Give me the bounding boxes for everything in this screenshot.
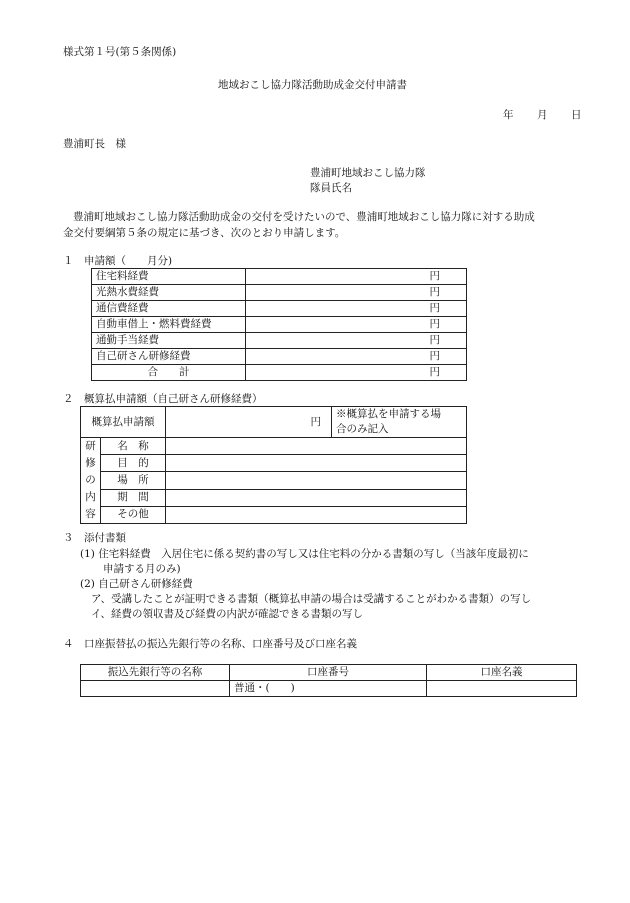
amount-cell[interactable]: 円: [246, 349, 467, 365]
advance-note-line2: 合のみ記入: [336, 423, 389, 435]
row-label: 光熱水費経費: [92, 285, 246, 301]
side-char: 容: [85, 508, 96, 520]
amount-cell[interactable]: 円: [246, 301, 467, 317]
col-account-holder: 口座名義: [427, 665, 577, 681]
table-row: [92, 317, 467, 333]
detail-label-purpose: 目 的: [101, 455, 166, 472]
side-char: 修: [85, 457, 96, 469]
intro-text-line1: 豊浦町地域おこし協力隊活動助成金の交付を受けたいので、豊浦町地域おこし協力隊に対する助成: [73, 211, 535, 223]
detail-label-other: その他: [101, 506, 166, 523]
table-row: [92, 285, 467, 301]
intro-text-line2: 金交付要綱第５条の規定に基づき、次のとおり申請します。: [63, 227, 346, 239]
detail-label-place: 場 所: [101, 472, 166, 489]
detail-value-cell[interactable]: [166, 438, 467, 455]
advance-amount-cell[interactable]: 円: [166, 407, 332, 438]
applicant-name-label: 隊員氏名: [310, 182, 352, 194]
section4-heading: ４ 口座振替払の振込先銀行等の名称、口座番号及び口座名義: [63, 638, 357, 650]
section3-heading: ３ 添付書類: [63, 532, 126, 544]
table-row: [81, 438, 467, 455]
advance-payment-table: [80, 406, 467, 524]
row-label: 住宅料経費: [92, 269, 246, 285]
total-row: [92, 365, 467, 381]
detail-label-period: 期 間: [101, 489, 166, 506]
amount-cell[interactable]: 円: [246, 269, 467, 285]
account-holder-cell[interactable]: [427, 681, 577, 697]
total-amount-cell[interactable]: 円: [246, 365, 467, 381]
side-char: 研: [85, 440, 96, 452]
row-label: 通勤手当経費: [92, 333, 246, 349]
side-char: 内: [85, 491, 96, 503]
section2-heading: ２ 概算払申請額（自己研さん研修経費）: [63, 393, 263, 405]
attachment-item2-b: イ、経費の領収書及び経費の内訳が確認できる書類の写し: [91, 608, 364, 620]
detail-value-cell[interactable]: [166, 506, 467, 523]
table-row: [92, 349, 467, 365]
document-title: 地域おこし協力隊活動助成金交付申請書: [218, 79, 407, 91]
table-header-row: [81, 665, 577, 681]
row-label: 通信費経費: [92, 301, 246, 317]
table-row: [81, 681, 577, 697]
table-row: [81, 506, 467, 523]
training-content-side-label: [81, 438, 101, 524]
total-label: 合 計: [92, 365, 246, 381]
side-char: の: [85, 474, 96, 486]
table-row: [81, 489, 467, 506]
attachment-item1-line2: 申請する月のみ): [103, 563, 181, 575]
attachment-item1-line1: (1) 住宅料経費 入居住宅に係る契約書の写し又は住宅料の分かる書類の写し（当該年度最初に: [80, 548, 529, 560]
advance-amount-row: [81, 407, 467, 438]
amount-cell[interactable]: 円: [246, 317, 467, 333]
detail-value-cell[interactable]: [166, 455, 467, 472]
col-bank-name: 振込先銀行等の名称: [81, 665, 230, 681]
row-label: 自動車借上・燃料費経費: [92, 317, 246, 333]
advance-amount-label: 概算払申請額: [81, 407, 166, 438]
addressee: 豊浦町長 様: [63, 138, 126, 150]
detail-value-cell[interactable]: [166, 489, 467, 506]
table-row: [81, 455, 467, 472]
table-row: [92, 301, 467, 317]
date-year: 年: [503, 109, 514, 121]
bank-name-cell[interactable]: [81, 681, 230, 697]
application-amount-table: [91, 268, 467, 381]
date-day: 日: [571, 109, 582, 121]
attachment-item2: (2) 自己研さん研修経費: [80, 578, 193, 590]
detail-label-name: 名 称: [101, 438, 166, 455]
section1-heading: １ 申請額（ 月分): [63, 255, 173, 267]
table-row: [81, 472, 467, 489]
date-month: 月: [537, 109, 548, 121]
bank-account-table: [80, 664, 577, 697]
advance-note: [332, 407, 467, 438]
amount-cell[interactable]: 円: [246, 333, 467, 349]
table-row: [92, 333, 467, 349]
table-row: [92, 269, 467, 285]
row-label: 自己研さん研修経費: [92, 349, 246, 365]
attachment-item2-a: ア、受講したことが証明できる書類（概算払申請の場合は受講することがわかる書類）の写し: [91, 593, 532, 605]
applicant-org: 豊浦町地域おこし協力隊: [310, 167, 426, 179]
advance-note-line1: ※概算払を申請する場: [336, 408, 441, 420]
col-account-number: 口座番号: [230, 665, 427, 681]
form-number: 様式第１号(第５条関係): [63, 46, 177, 58]
amount-cell[interactable]: 円: [246, 285, 467, 301]
account-number-cell[interactable]: 普通・( ): [230, 681, 427, 697]
detail-value-cell[interactable]: [166, 472, 467, 489]
